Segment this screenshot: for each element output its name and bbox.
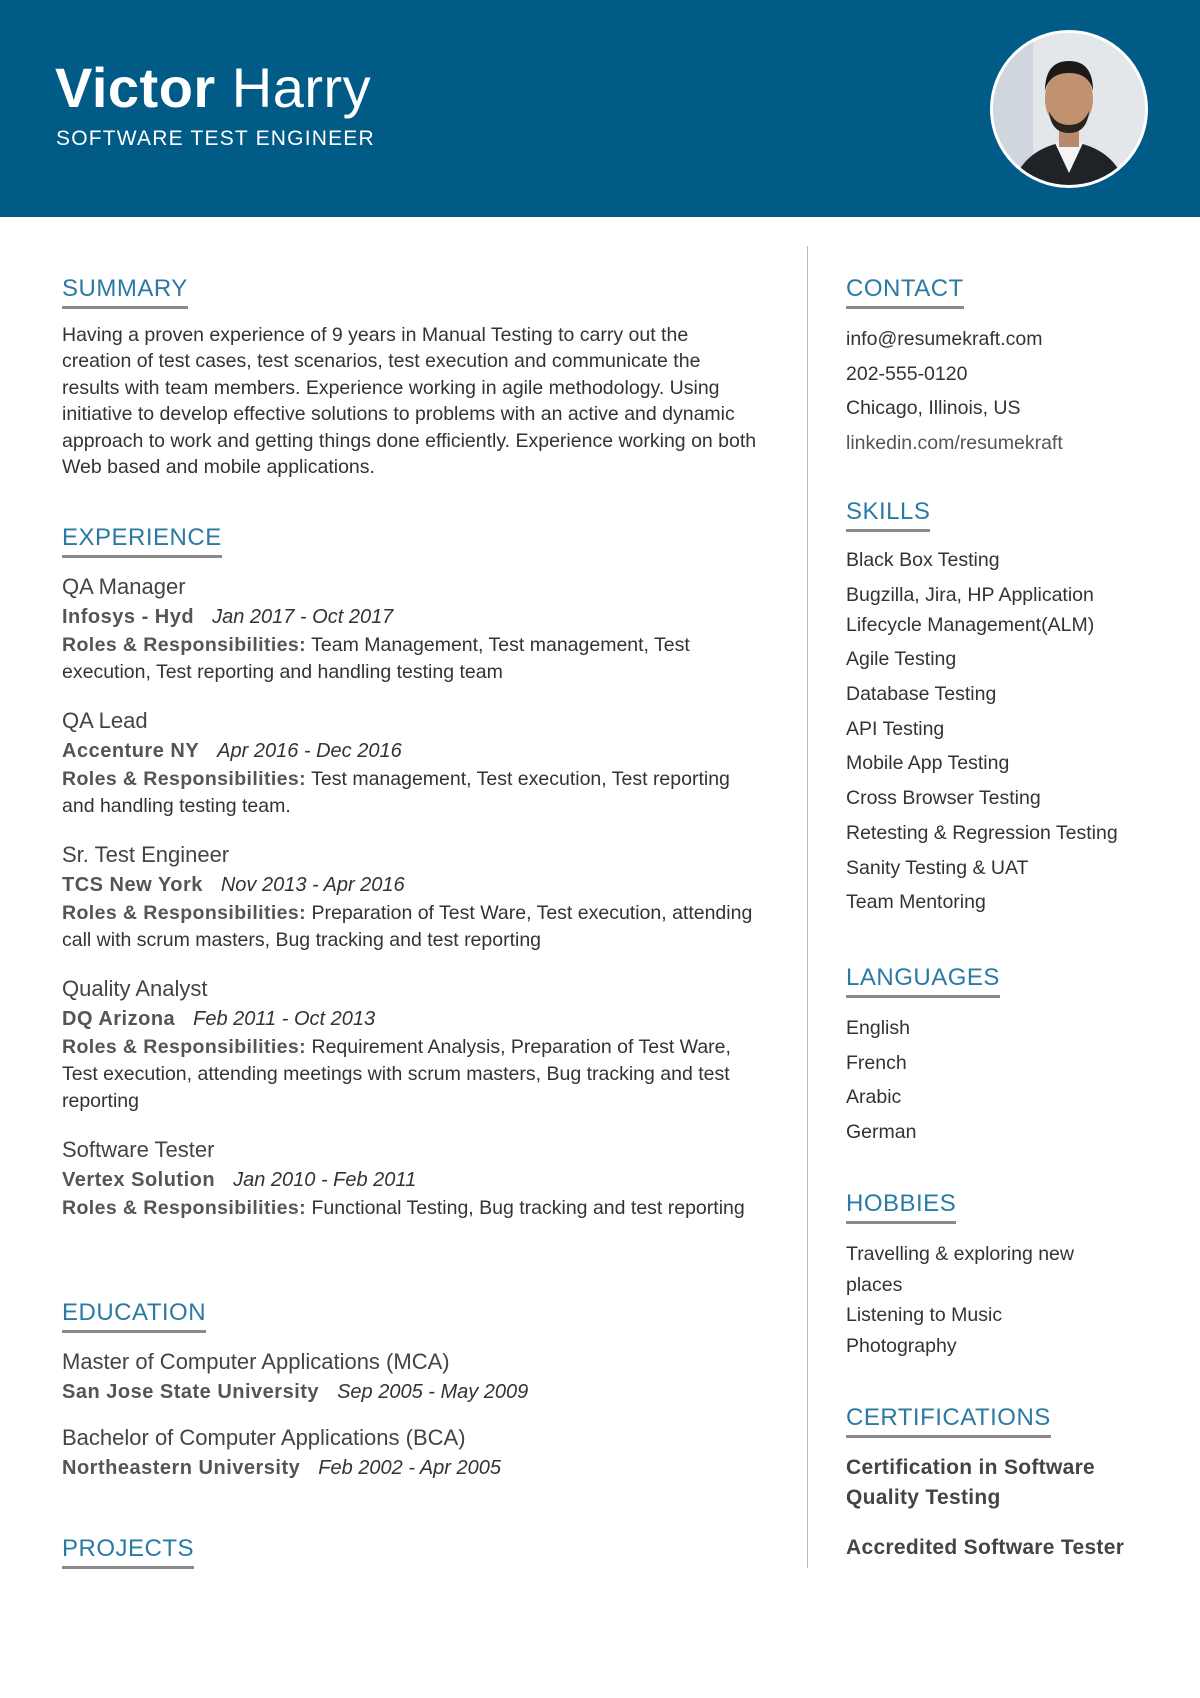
roles-text: Test management, Test execution, Test reporting and handling testing team. bbox=[62, 768, 730, 817]
job-dates: Apr 2016 - Dec 2016 bbox=[217, 740, 402, 762]
hobby-item: Travelling & exploring new places bbox=[846, 1243, 1074, 1296]
language-item: French bbox=[846, 1051, 907, 1074]
summary-section bbox=[62, 275, 762, 480]
last-name: Harry bbox=[231, 56, 372, 119]
job-title: SOFTWARE TEST ENGINEER bbox=[56, 127, 375, 150]
skills-section bbox=[846, 498, 1146, 922]
job-position: Software Tester bbox=[62, 1137, 215, 1162]
job-company: DQ Arizona bbox=[62, 1008, 176, 1030]
profile-photo bbox=[990, 30, 1148, 188]
languages-section bbox=[846, 964, 1146, 1150]
degree: Bachelor of Computer Applications (BCA) bbox=[62, 1425, 466, 1450]
job-entry bbox=[62, 974, 762, 1115]
job-position: Quality Analyst bbox=[62, 976, 208, 1001]
hobby-item: Listening to Music bbox=[846, 1304, 1003, 1326]
job-entry bbox=[62, 706, 762, 820]
job-dates: Jan 2017 - Oct 2017 bbox=[212, 606, 394, 628]
education-entry bbox=[62, 1423, 762, 1483]
first-name: Victor bbox=[55, 56, 216, 119]
experience-heading: EXPERIENCE bbox=[62, 524, 222, 558]
school: Northeastern University bbox=[62, 1457, 301, 1479]
contact-phone: 202-555-0120 bbox=[846, 362, 968, 385]
languages-heading: LANGUAGES bbox=[846, 964, 1000, 998]
roles-text: Requirement Analysis, Preparation of Test Ware, Test execution, attending meetings with scrum masters, Bug tracking and test reporting bbox=[62, 1036, 731, 1112]
language-item: German bbox=[846, 1121, 917, 1144]
certification-item: Accredited Software Tester bbox=[846, 1536, 1125, 1559]
contact-section bbox=[846, 275, 1146, 461]
job-position: QA Lead bbox=[62, 708, 148, 733]
degree: Master of Computer Applications (MCA) bbox=[62, 1349, 450, 1374]
language-item: English bbox=[846, 1017, 910, 1039]
roles-label: Roles & Responsibilities: bbox=[62, 634, 307, 656]
job-dates: Nov 2013 - Apr 2016 bbox=[220, 874, 405, 896]
roles-label: Roles & Responsibilities: bbox=[62, 1197, 307, 1219]
contact-email[interactable]: info@resumekraft.com bbox=[846, 328, 1043, 350]
contact-heading: CONTACT bbox=[846, 275, 964, 309]
skills-heading: SKILLS bbox=[846, 498, 930, 532]
roles-label: Roles & Responsibilities: bbox=[62, 1036, 307, 1058]
job-company: Vertex Solution bbox=[62, 1169, 216, 1191]
hobbies-section bbox=[846, 1190, 1146, 1361]
summary-heading: SUMMARY bbox=[62, 275, 188, 309]
skill-item: Sanity Testing & UAT bbox=[846, 856, 1029, 879]
job-dates: Jan 2010 - Feb 2011 bbox=[233, 1169, 417, 1191]
experience-section bbox=[62, 524, 762, 1222]
roles-label: Roles & Responsibilities: bbox=[62, 768, 307, 790]
job-roles bbox=[62, 1195, 762, 1222]
education-section bbox=[62, 1299, 762, 1483]
job-roles bbox=[62, 766, 762, 820]
job-entry bbox=[62, 840, 762, 954]
job-company: TCS New York bbox=[62, 874, 203, 896]
hobbies-heading: HOBBIES bbox=[846, 1190, 956, 1224]
certifications-heading: CERTIFICATIONS bbox=[846, 1404, 1051, 1438]
job-company: Accenture NY bbox=[62, 740, 200, 762]
job-entry bbox=[62, 1135, 762, 1222]
roles-text: Functional Testing, Bug tracking and test reporting bbox=[311, 1197, 745, 1219]
skill-item: Mobile App Testing bbox=[846, 752, 1010, 775]
job-entry bbox=[62, 572, 762, 686]
projects-heading: PROJECTS bbox=[62, 1535, 194, 1569]
job-position: QA Manager bbox=[62, 574, 186, 599]
hobby-item: Photography bbox=[846, 1334, 957, 1357]
column-divider bbox=[807, 246, 808, 1568]
language-item: Arabic bbox=[846, 1086, 902, 1109]
education-dates: Sep 2005 - May 2009 bbox=[337, 1381, 529, 1403]
projects-section bbox=[62, 1535, 762, 1569]
job-roles bbox=[62, 632, 762, 686]
job-dates: Feb 2011 - Oct 2013 bbox=[193, 1008, 376, 1030]
skill-item: Cross Browser Testing bbox=[846, 787, 1041, 810]
job-position: Sr. Test Engineer bbox=[62, 842, 230, 867]
certifications-section bbox=[846, 1404, 1166, 1563]
contact-linkedin[interactable]: linkedin.com/resumekraft bbox=[846, 432, 1063, 455]
skill-item: Retesting & Regression Testing bbox=[846, 821, 1118, 844]
resume-header bbox=[0, 0, 1200, 217]
certification-item: Certification in Software Quality Testing bbox=[846, 1456, 1096, 1509]
roles-label: Roles & Responsibilities: bbox=[62, 902, 307, 924]
job-company: Infosys - Hyd bbox=[62, 606, 195, 628]
education-entry bbox=[62, 1347, 762, 1407]
skill-item: API Testing bbox=[846, 717, 945, 740]
roles-text: Preparation of Test Ware, Test execution, attending call with scrum masters, Bug tracking and test reporting bbox=[62, 902, 753, 951]
skill-item: Database Testing bbox=[846, 683, 997, 706]
summary-text: Having a proven experience of 9 years in Manual Testing to carry out the creation of test cases, test scenarios, test execution and communicate the results with team members. Experience working in agile methodology. Using initiative to develop effective solutions to problems with an active and dynamic approach to work and getting things done efficiently. Experience working on both Web based and mobile applications. bbox=[62, 324, 757, 479]
contact-location: Chicago, Illinois, US bbox=[846, 397, 1021, 420]
education-heading: EDUCATION bbox=[62, 1299, 206, 1333]
job-roles bbox=[62, 1034, 762, 1115]
skill-item: Team Mentoring bbox=[846, 891, 986, 914]
school: San Jose State University bbox=[62, 1381, 320, 1403]
education-dates: Feb 2002 - Apr 2005 bbox=[318, 1457, 501, 1479]
candidate-name bbox=[55, 56, 371, 120]
skill-item: Agile Testing bbox=[846, 648, 957, 671]
roles-text: Team Management, Test management, Test execution, Test reporting and handling testing team bbox=[62, 634, 690, 683]
skill-item: Black Box Testing bbox=[846, 549, 1000, 571]
skill-item: Bugzilla, Jira, HP Application Lifecycle Management(ALM) bbox=[846, 583, 1095, 636]
job-roles bbox=[62, 900, 762, 954]
